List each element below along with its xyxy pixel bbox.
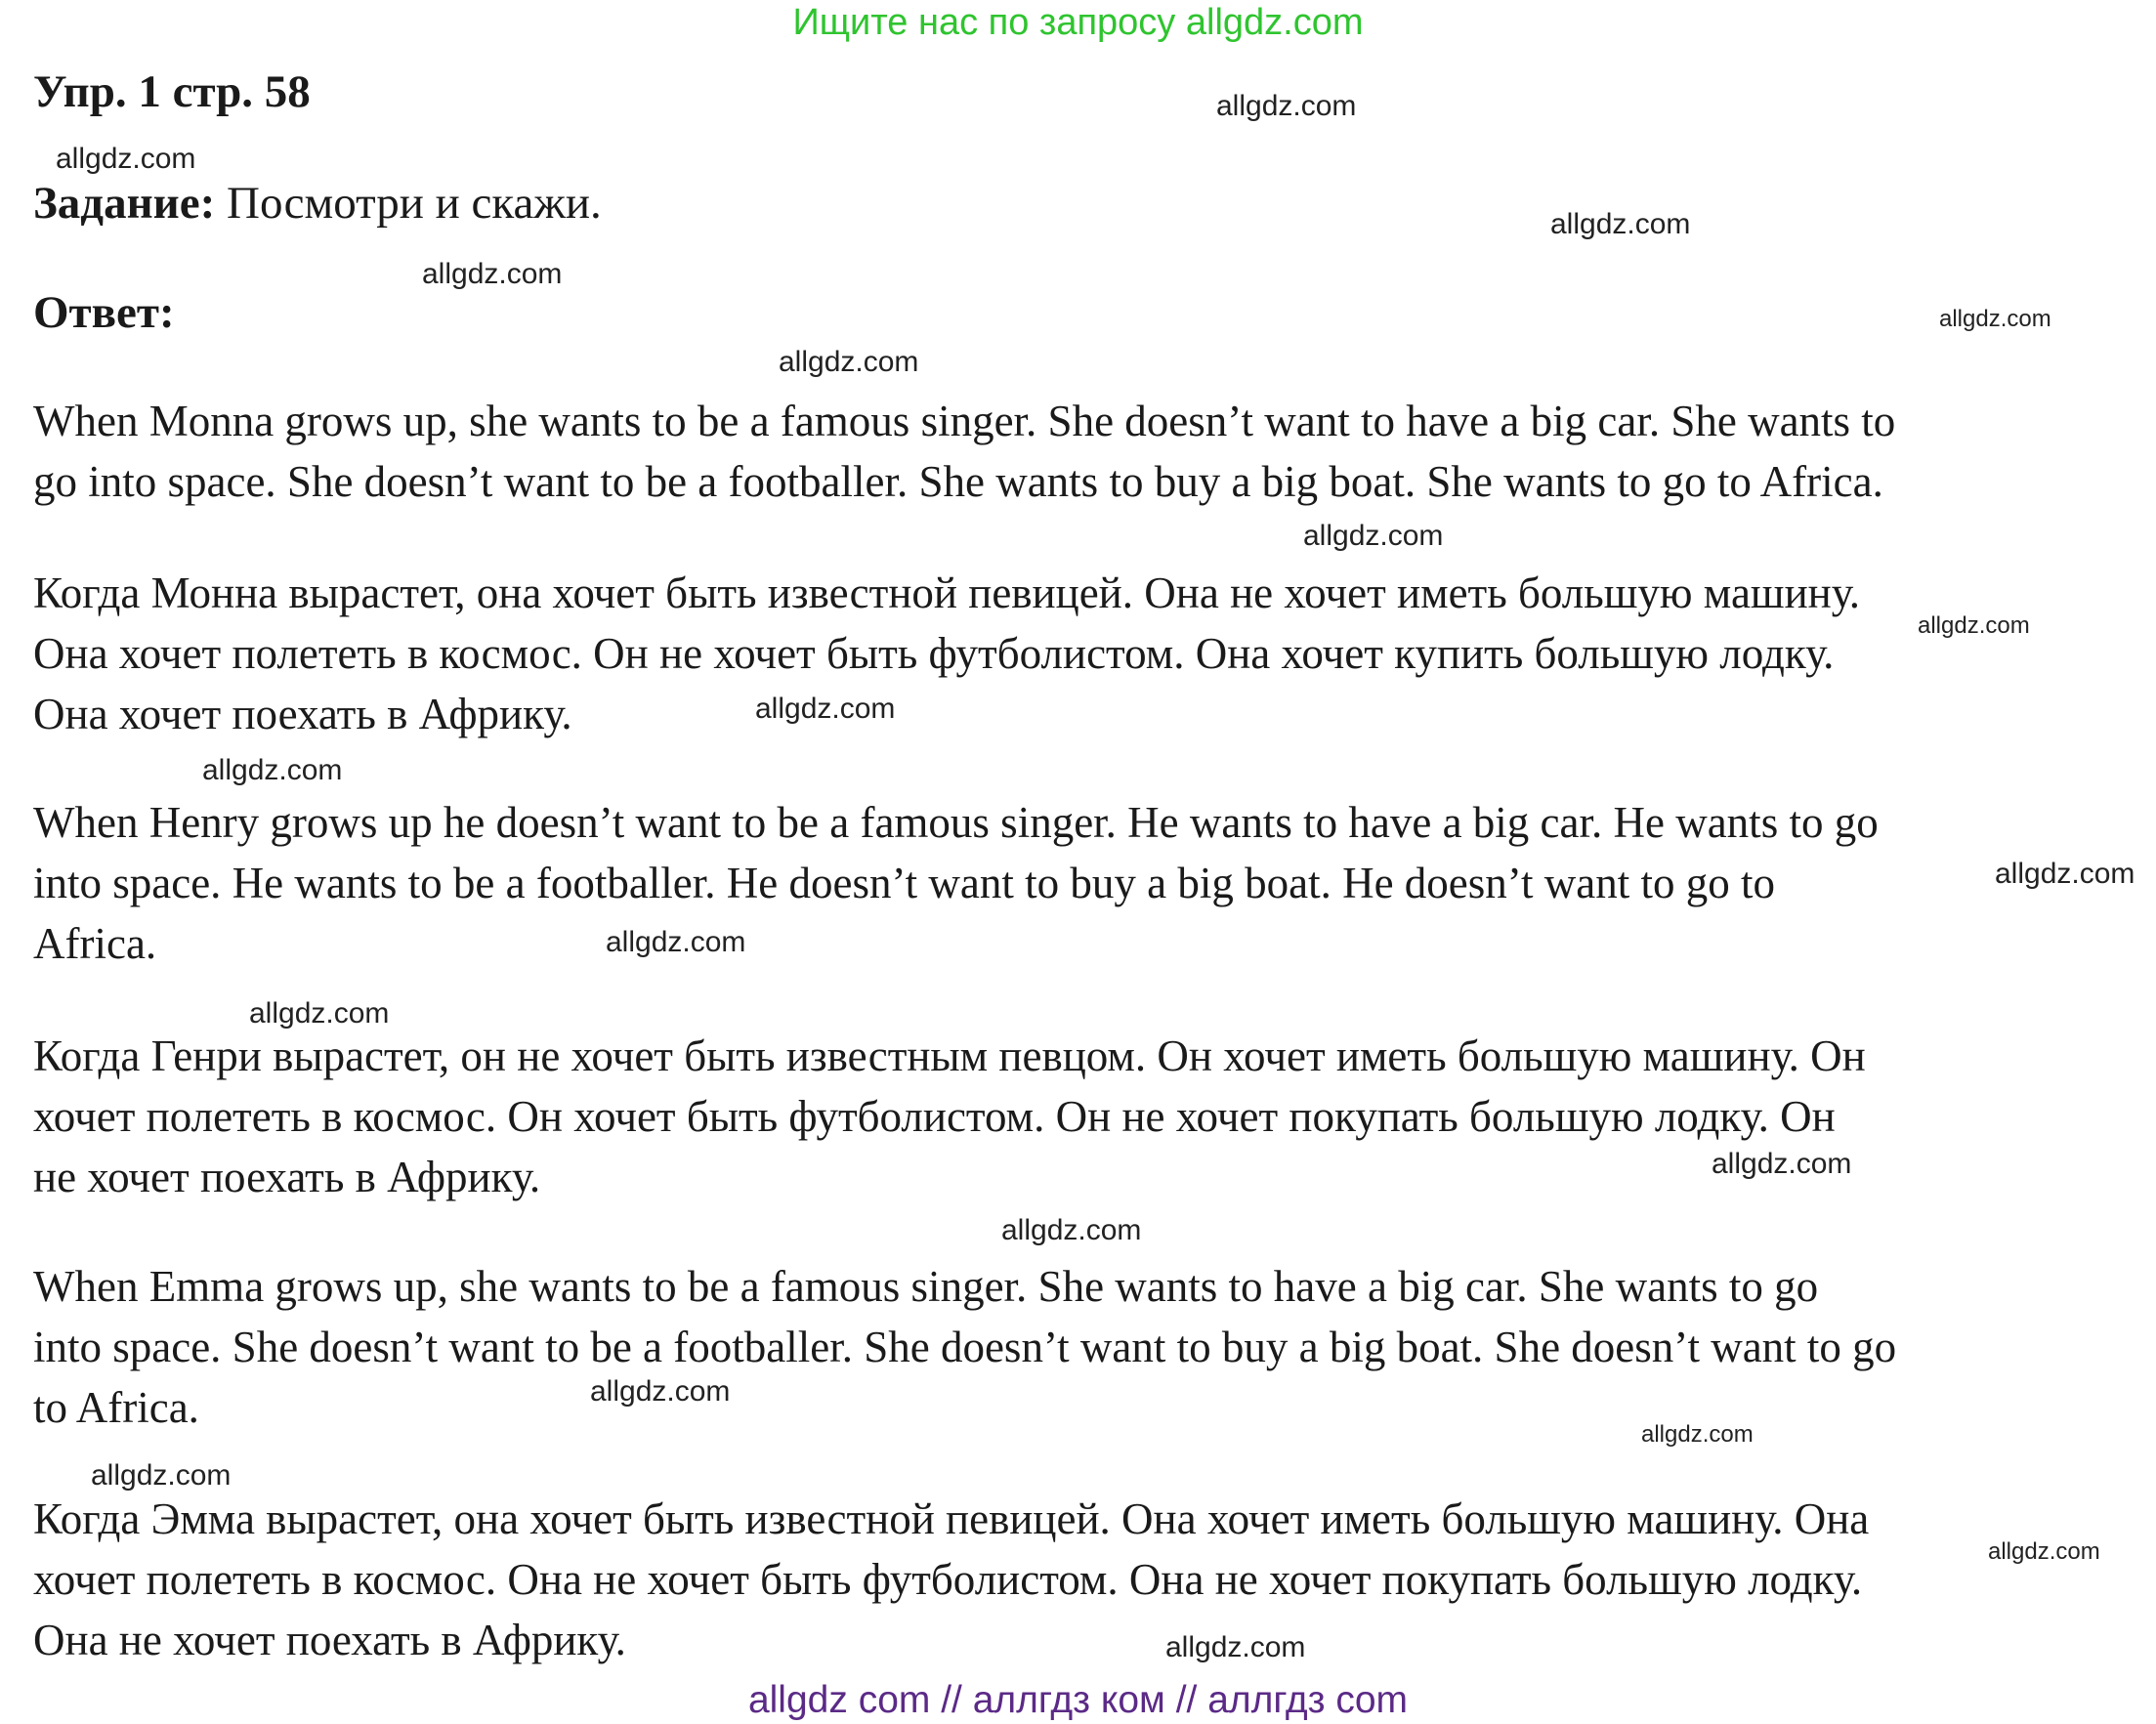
watermark: allgdz.com xyxy=(1303,520,1444,552)
watermark: allgdz.com xyxy=(1995,858,2135,890)
text-line: Когда Генри вырастет, он не хочет быть известным певцом. Он хочет иметь большую машину. Он xyxy=(33,1031,1866,1080)
watermark: allgdz.com xyxy=(56,143,196,175)
watermark: allgdz.com xyxy=(1550,208,1691,240)
watermark: allgdz.com xyxy=(755,693,896,725)
answer-label: Ответ: xyxy=(33,287,175,338)
paragraph-henry-en xyxy=(33,792,2134,974)
watermark: allgdz.com xyxy=(590,1375,731,1408)
text-line: Africa. xyxy=(33,919,157,968)
task-text: Посмотри и скажи. xyxy=(215,178,602,229)
watermark: allgdz.com xyxy=(1918,612,2030,639)
paragraph-emma-en xyxy=(33,1256,2134,1438)
text-line: When Henry grows up he doesn’t want to be a famous singer. He wants to have a big car. He wants to go xyxy=(33,798,1879,847)
text-line: Она не хочет поехать в Африку. xyxy=(33,1616,626,1664)
text-line: не хочет поехать в Африку. xyxy=(33,1153,541,1201)
watermark: allgdz.com xyxy=(779,346,919,378)
watermark: allgdz.com xyxy=(249,997,390,1030)
watermark: allgdz.com xyxy=(606,926,746,958)
text-line: When Monna grows up, she wants to be a famous singer. She doesn’t want to have a big car. She wants to xyxy=(33,397,1896,445)
task-label: Задание: xyxy=(33,178,216,229)
task-line xyxy=(33,176,602,231)
watermark: allgdz.com xyxy=(91,1459,232,1492)
watermark: allgdz.com xyxy=(422,258,563,290)
text-line: Когда Эмма вырастет, она хочет быть известной певицей. Она хочет иметь большую машину. Она xyxy=(33,1494,1870,1543)
paragraph-monna-ru xyxy=(33,563,2134,744)
watermark: allgdz.com xyxy=(1001,1214,1142,1246)
watermark: allgdz.com xyxy=(1939,306,2051,332)
text-line: go into space. She doesn’t want to be a footballer. She wants to buy a big boat. She wants to go to Africa. xyxy=(33,457,1883,506)
top-banner: Ищите нас по запросу allgdz.com xyxy=(792,2,1364,43)
text-line: When Emma grows up, she wants to be a famous singer. She wants to have a big car. She wants to go xyxy=(33,1262,1819,1311)
exercise-title: Упр. 1 стр. 58 xyxy=(33,66,311,117)
text-line: Когда Монна вырастет, она хочет быть известной певицей. Она не хочет иметь большую машину. xyxy=(33,568,1860,617)
text-line: to Africa. xyxy=(33,1383,199,1432)
watermark: allgdz.com xyxy=(1641,1421,1754,1448)
watermark: allgdz.com xyxy=(1216,90,1357,122)
watermark: allgdz.com xyxy=(202,754,343,786)
text-line: into space. She doesn’t want to be a footballer. She doesn’t want to buy a big boat. She doesn’t want to go xyxy=(33,1323,1897,1371)
footer-links: allgdz com // аллгдз ком // аллгдз com xyxy=(747,1679,1409,1721)
watermark: allgdz.com xyxy=(1988,1538,2100,1565)
text-line: хочет полететь в космос. Она не хочет быть футболистом. Она не хочет покупать большую лодку. xyxy=(33,1555,1863,1604)
text-line: хочет полететь в космос. Он хочет быть футболистом. Он не хочет покупать большую лодку. Он xyxy=(33,1092,1836,1141)
text-line: into space. He wants to be a footballer. He doesn’t want to buy a big boat. He doesn’t want to go to xyxy=(33,859,1775,907)
watermark: allgdz.com xyxy=(1712,1148,1852,1180)
paragraph-emma-ru xyxy=(33,1489,2134,1670)
text-line: Она хочет поехать в Африку. xyxy=(33,690,572,738)
paragraph-monna-en xyxy=(33,391,2134,512)
text-line: Она хочет полететь в космос. Он не хочет быть футболистом. Она хочет купить большую лодку. xyxy=(33,629,1835,678)
watermark: allgdz.com xyxy=(1165,1631,1306,1663)
